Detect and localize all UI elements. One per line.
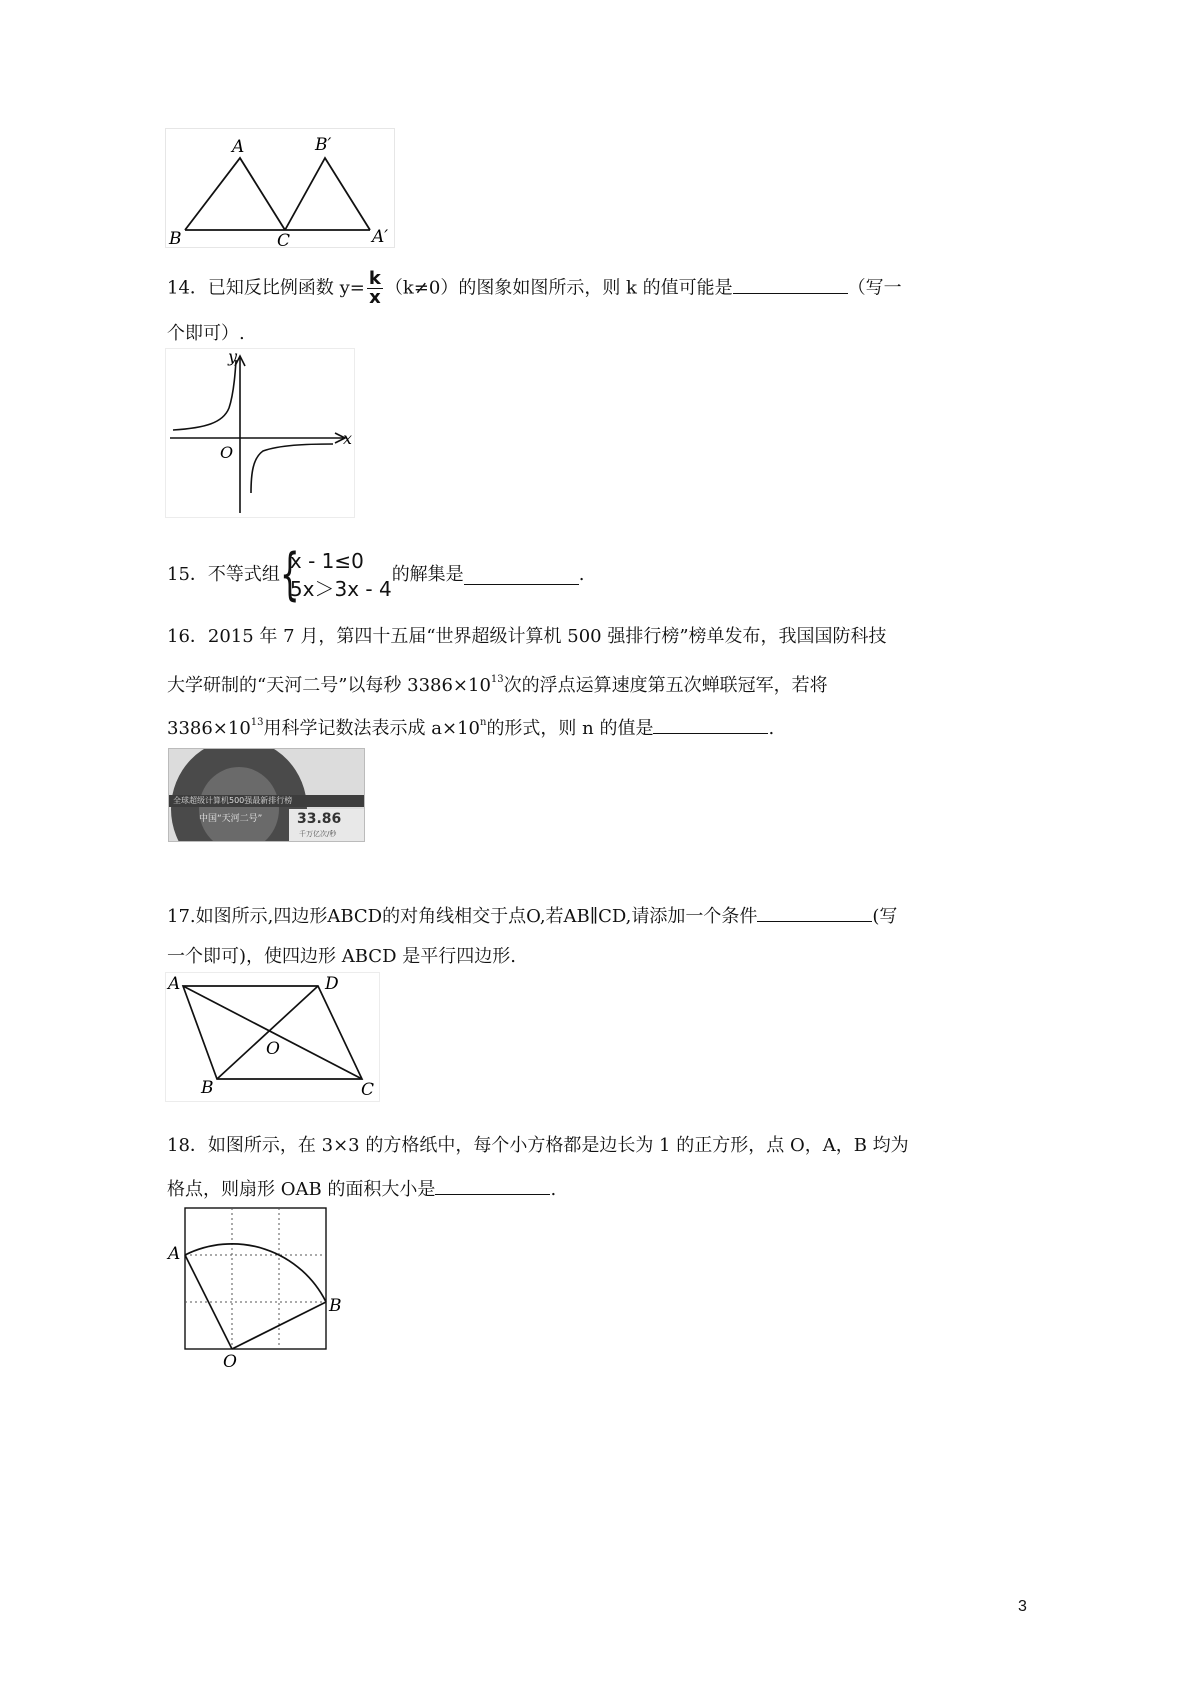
question-14-line-1 bbox=[167, 270, 902, 307]
label-y: y bbox=[228, 348, 238, 366]
supercomputer-photo bbox=[168, 748, 365, 842]
hyperbola-graph bbox=[165, 348, 355, 518]
answer-blank-16[interactable] bbox=[653, 715, 768, 734]
q15-text-b: 的解集是 bbox=[391, 564, 464, 585]
q16-text-b: 大学研制的“天河二号”以每秒 3386×10 bbox=[167, 675, 491, 696]
question-16-line-2 bbox=[167, 668, 828, 698]
q17-text-c: 一个即可)，使四边形 ABCD 是平行四边形. bbox=[167, 946, 516, 967]
inequality-system bbox=[279, 542, 392, 607]
radius-oa bbox=[185, 1255, 232, 1349]
label-b: B bbox=[169, 229, 182, 248]
question-17-line-1 bbox=[167, 903, 897, 929]
quadrilateral-figure bbox=[165, 972, 380, 1102]
q15-text-a: 15．不等式组 bbox=[167, 564, 280, 585]
q14-text-a: 14．已知反比例函数 y= bbox=[167, 277, 365, 299]
q18-text-b: 格点，则扇形 OAB 的面积大小是 bbox=[167, 1179, 436, 1200]
hyperbola-branch-upper-left bbox=[173, 360, 236, 430]
q16-exponent-2: 13 bbox=[250, 717, 264, 728]
q14-text-d: 个即可）. bbox=[167, 323, 245, 344]
fraction-numerator: k bbox=[368, 268, 381, 289]
grid-border bbox=[185, 1208, 326, 1349]
q18-text-a: 18．如图所示，在 3×3 的方格纸中，每个小方格都是边长为 1 的正方形，点 O，A，B 均为 bbox=[167, 1135, 909, 1156]
label-a-prime: A′ bbox=[372, 227, 389, 247]
q16-text-f: 的形式，则 n 的值是 bbox=[486, 718, 654, 739]
q18-text-c: . bbox=[550, 1179, 557, 1200]
answer-blank-17[interactable] bbox=[757, 903, 872, 922]
question-14-line-2 bbox=[167, 322, 245, 346]
inequality-2: 5x＞3x - 4 bbox=[289, 577, 392, 601]
question-16-line-1 bbox=[167, 625, 887, 649]
q16-text-c: 次的浮点运算速度第五次蝉联冠军，若将 bbox=[503, 675, 828, 696]
question-18-line-2 bbox=[167, 1176, 556, 1202]
label-c: C bbox=[361, 1080, 375, 1100]
q16-exponent-n: n bbox=[479, 717, 487, 728]
fraction-denominator: x bbox=[369, 287, 381, 308]
photo-subtext: 千万亿次/秒 bbox=[299, 830, 337, 838]
q17-text-a: 17.如图所示,四边形ABCD的对角线相交于点O,若AB∥CD,请添加一个条件 bbox=[167, 906, 758, 927]
q17-text-b: (写 bbox=[872, 906, 898, 927]
q16-text-d: 3386×10 bbox=[167, 718, 251, 739]
q16-text-g: . bbox=[768, 718, 775, 739]
left-brace-icon: { bbox=[279, 542, 300, 607]
question-15 bbox=[167, 542, 585, 607]
photo-value: 33.86 bbox=[297, 811, 342, 827]
q14-text-c: （写一 bbox=[847, 277, 902, 299]
label-origin: O bbox=[220, 443, 234, 462]
label-a: A bbox=[232, 137, 245, 157]
diagonal-ac bbox=[183, 986, 362, 1079]
answer-blank-15[interactable] bbox=[464, 566, 579, 585]
q16-text-e: 用科学记数法表示成 a×10 bbox=[263, 718, 480, 739]
label-b-prime: B′ bbox=[315, 135, 332, 155]
arc-ab bbox=[185, 1244, 326, 1302]
triangles-figure bbox=[165, 128, 395, 248]
q14-text-b: （k≠0）的图象如图所示，则 k 的值可能是 bbox=[384, 277, 733, 299]
photo-banner-text: 全球超级计算机500强最新排行榜 bbox=[173, 796, 293, 805]
label-b: B bbox=[329, 1296, 342, 1316]
page-number: 3 bbox=[1018, 1598, 1027, 1615]
label-x: x bbox=[343, 429, 353, 448]
diagonal-bd bbox=[217, 986, 318, 1079]
figure-frame bbox=[166, 349, 355, 518]
label-o: O bbox=[223, 1352, 237, 1372]
answer-blank-14[interactable] bbox=[733, 275, 848, 294]
triangle-a-b-prime bbox=[285, 158, 370, 230]
triangle-abc bbox=[185, 158, 285, 230]
label-c: C bbox=[277, 231, 291, 248]
grid-sector-figure bbox=[165, 1205, 355, 1375]
question-18-line-1 bbox=[167, 1134, 909, 1158]
photo-caption: 中国“天河二号” bbox=[199, 814, 263, 824]
fraction-k-over-x bbox=[367, 270, 383, 307]
label-d: D bbox=[325, 974, 339, 994]
q16-text-a: 16．2015 年 7 月，第四十五届“世界超级计算机 500 强排行榜”榜单发布，我国国防科技 bbox=[167, 626, 887, 647]
figure-frame bbox=[166, 973, 380, 1102]
q15-text-c: . bbox=[578, 564, 585, 585]
inequality-1: x - 1≤0 bbox=[289, 549, 364, 573]
label-b: B bbox=[201, 1078, 214, 1098]
label-a: A bbox=[168, 1244, 181, 1264]
question-17-line-2 bbox=[167, 945, 516, 969]
label-a: A bbox=[168, 974, 181, 994]
answer-blank-18[interactable] bbox=[435, 1176, 550, 1195]
hyperbola-branch-lower-right bbox=[251, 444, 333, 493]
label-o: O bbox=[266, 1039, 280, 1059]
q16-exponent-1: 13 bbox=[490, 674, 504, 685]
question-16-line-3 bbox=[167, 711, 774, 741]
grid-lines bbox=[185, 1208, 326, 1349]
